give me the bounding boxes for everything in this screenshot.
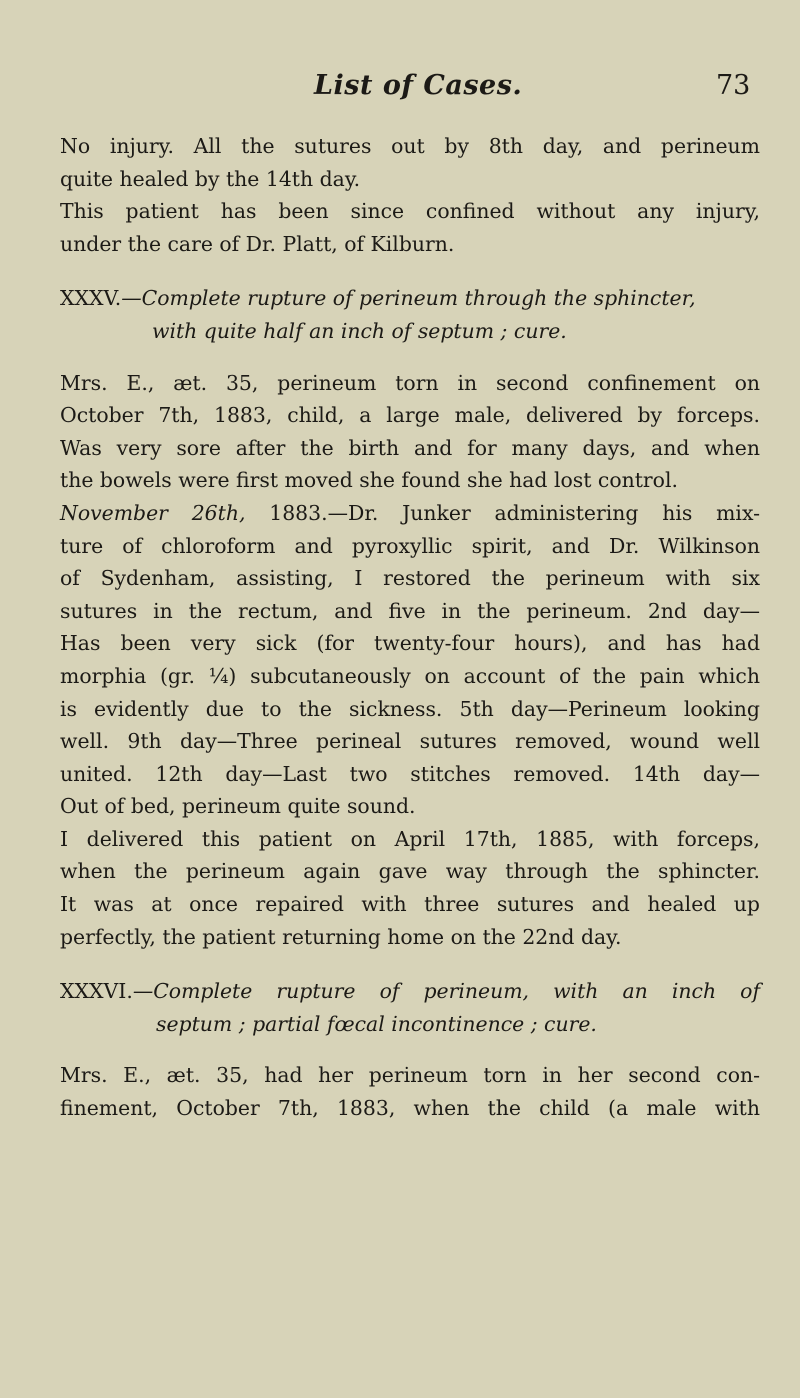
text-line: This patient has been since confined without any injury, <box>60 199 760 224</box>
body-text <box>60 130 760 1125</box>
text-line: It was at once repaired with three sutures and healed up <box>60 892 760 917</box>
text-line: Mrs. E., æt. 35, had her perineum torn in her second con- <box>60 1063 760 1088</box>
text-line: perfectly, the patient returning home on the 22nd day. <box>60 924 622 949</box>
case-numeral: XXXV. <box>60 286 122 311</box>
text-line: when the perineum again gave way through the sphincter. <box>60 859 760 884</box>
running-head <box>0 70 800 110</box>
text-line: Mrs. E., æt. 35, perineum torn in second confinement on <box>60 370 760 395</box>
text-line: united. 12th day—Last two stitches removed. 14th day— <box>60 761 760 786</box>
text-line: morphia (gr. ¼) subcutaneously on account of the pain which <box>60 663 760 688</box>
case-title: —Complete rupture of perineum through the sphincter, <box>121 286 696 311</box>
case-title-continued: with quite half an inch of septum ; cure. <box>152 318 567 343</box>
text-line: sutures in the rectum, and five in the perineum. 2nd day— <box>60 598 760 623</box>
text-line: I delivered this patient on April 17th, 1885, with forceps, <box>60 826 760 851</box>
text-line: Out of bed, perineum quite sound. <box>60 794 416 819</box>
case-title-continued: septum ; partial fœcal incontinence ; cure. <box>156 1011 597 1036</box>
case-35-heading <box>60 282 760 347</box>
case-36-heading <box>60 975 760 1040</box>
case-numeral: XXXVI. <box>60 979 133 1004</box>
paragraph-3 <box>60 367 760 497</box>
case-heading-line <box>60 975 760 1008</box>
text-line: the bowels were first moved she found she had lost control. <box>60 468 678 493</box>
text-line: Has been very sick (for twenty-four hours), and has had <box>60 631 760 656</box>
text-line <box>60 497 760 530</box>
text-line: No injury. All the sutures out by 8th day, and perineum <box>60 134 760 158</box>
text-line: is evidently due to the sickness. 5th day—Perineum looking <box>60 696 760 721</box>
entry-text: 1883.—Dr. Junker administering his mix- <box>245 500 760 525</box>
text-line: ture of chloroform and pyroxyllic spirit, and Dr. Wilkinson <box>60 533 760 558</box>
paragraph-1 <box>60 130 760 195</box>
paragraph-6 <box>60 1059 760 1124</box>
text-line: well. 9th day—Three perineal sutures removed, wound well <box>60 729 760 754</box>
case-title: —Complete rupture of perineum, with an inch of <box>132 979 760 1004</box>
case-heading-line <box>60 282 760 315</box>
paragraph-4 <box>60 497 760 823</box>
text-line: finement, October 7th, 1883, when the child (a male with <box>60 1096 760 1121</box>
text-line: quite healed by the 14th day. <box>60 166 361 191</box>
text-line: of Sydenham, assisting, I restored the perineum with six <box>60 566 760 591</box>
page-number: 73 <box>716 70 751 101</box>
running-title: List of Cases. <box>314 70 523 101</box>
paragraph-2 <box>60 195 760 260</box>
paragraph-5 <box>60 823 760 953</box>
entry-date: November 26th, <box>60 500 246 525</box>
text-line: Was very sore after the birth and for many days, and when <box>60 435 760 460</box>
text-line: under the care of Dr. Platt, of Kilburn. <box>60 231 455 256</box>
text-line: October 7th, 1883, child, a large male, delivered by forceps. <box>60 403 760 428</box>
